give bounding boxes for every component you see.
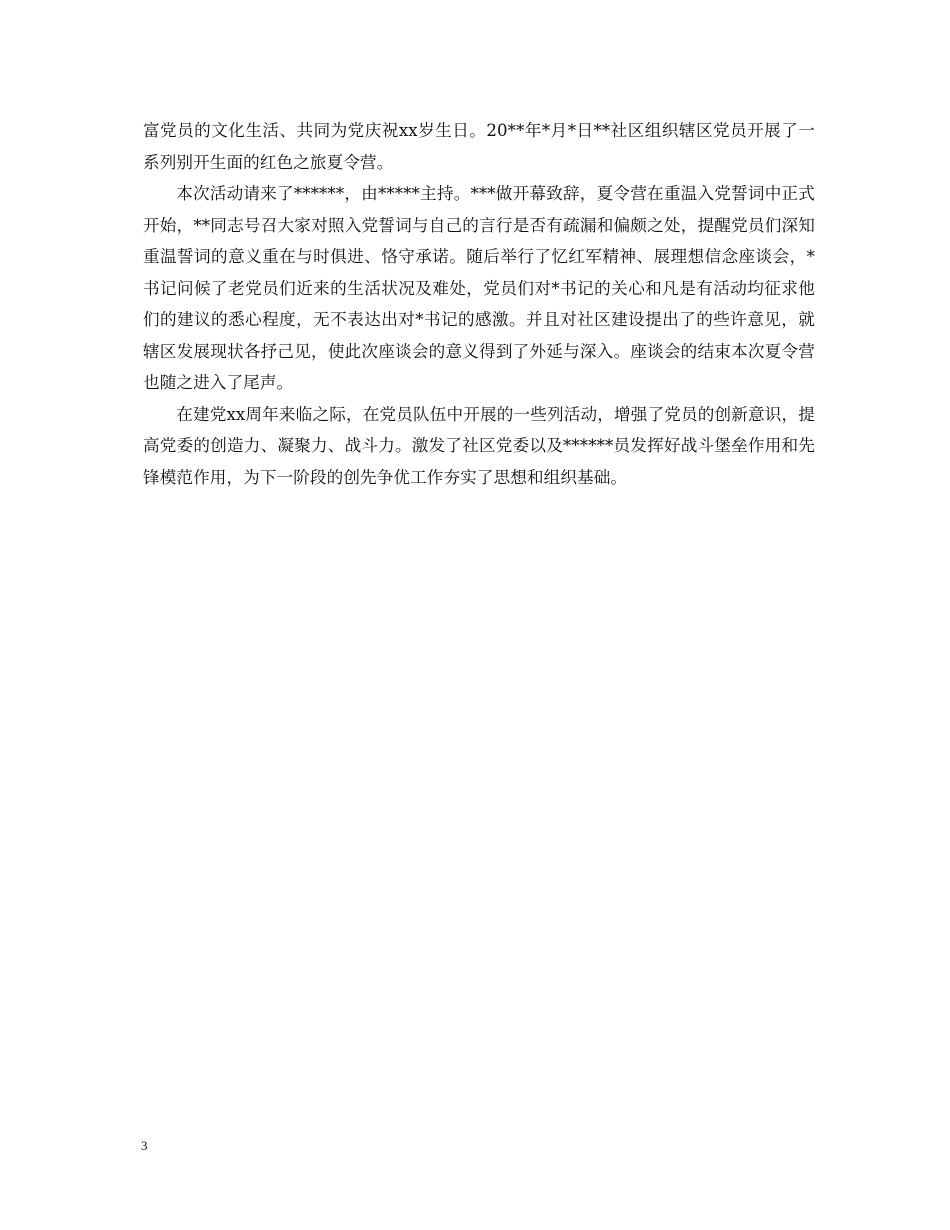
paragraph-conclusion: 在建党xx周年来临之际，在党员队伍中开展的一些列活动，增强了党员的创新意识，提高党委的创造力、凝聚力、战斗力。激发了社区党委以及******员发挥好战斗堡垒作用和先锋模范作用，为下一阶段的创先争优工作夯实了思想和组织基础。 bbox=[143, 404, 815, 487]
document-body bbox=[143, 115, 815, 493]
paragraph-continued: 富党员的文化生活、共同为党庆祝xx岁生日。20**年*月*日**社区组织辖区党员开展了一系列别开生面的红色之旅夏令营。 bbox=[143, 121, 815, 172]
paragraph-activity: 本次活动请来了******，由*****主持。***做开幕致辞，夏令营在重温入党誓词中正式开始，**同志号召大家对照入党誓词与自己的言行是否有疏漏和偏颇之处，提醒党员们深知重温誓词的意义重在与时俱进、恪守承诺。随后举行了忆红军精神、展理想信念座谈会，*书记问候了老党员们近来的生活状况及难处，党员们对*书记的关心和凡是有活动均征求他们的建议的悉心程度，无不表达出对*书记的感激。并且对社区建设提出了的些许意见，就辖区发展现状各抒己见，使此次座谈会的意义得到了外延与深入。座谈会的结束本次夏令营也随之进入了尾声。 bbox=[143, 184, 815, 392]
page-number: 3 bbox=[141, 1138, 148, 1153]
